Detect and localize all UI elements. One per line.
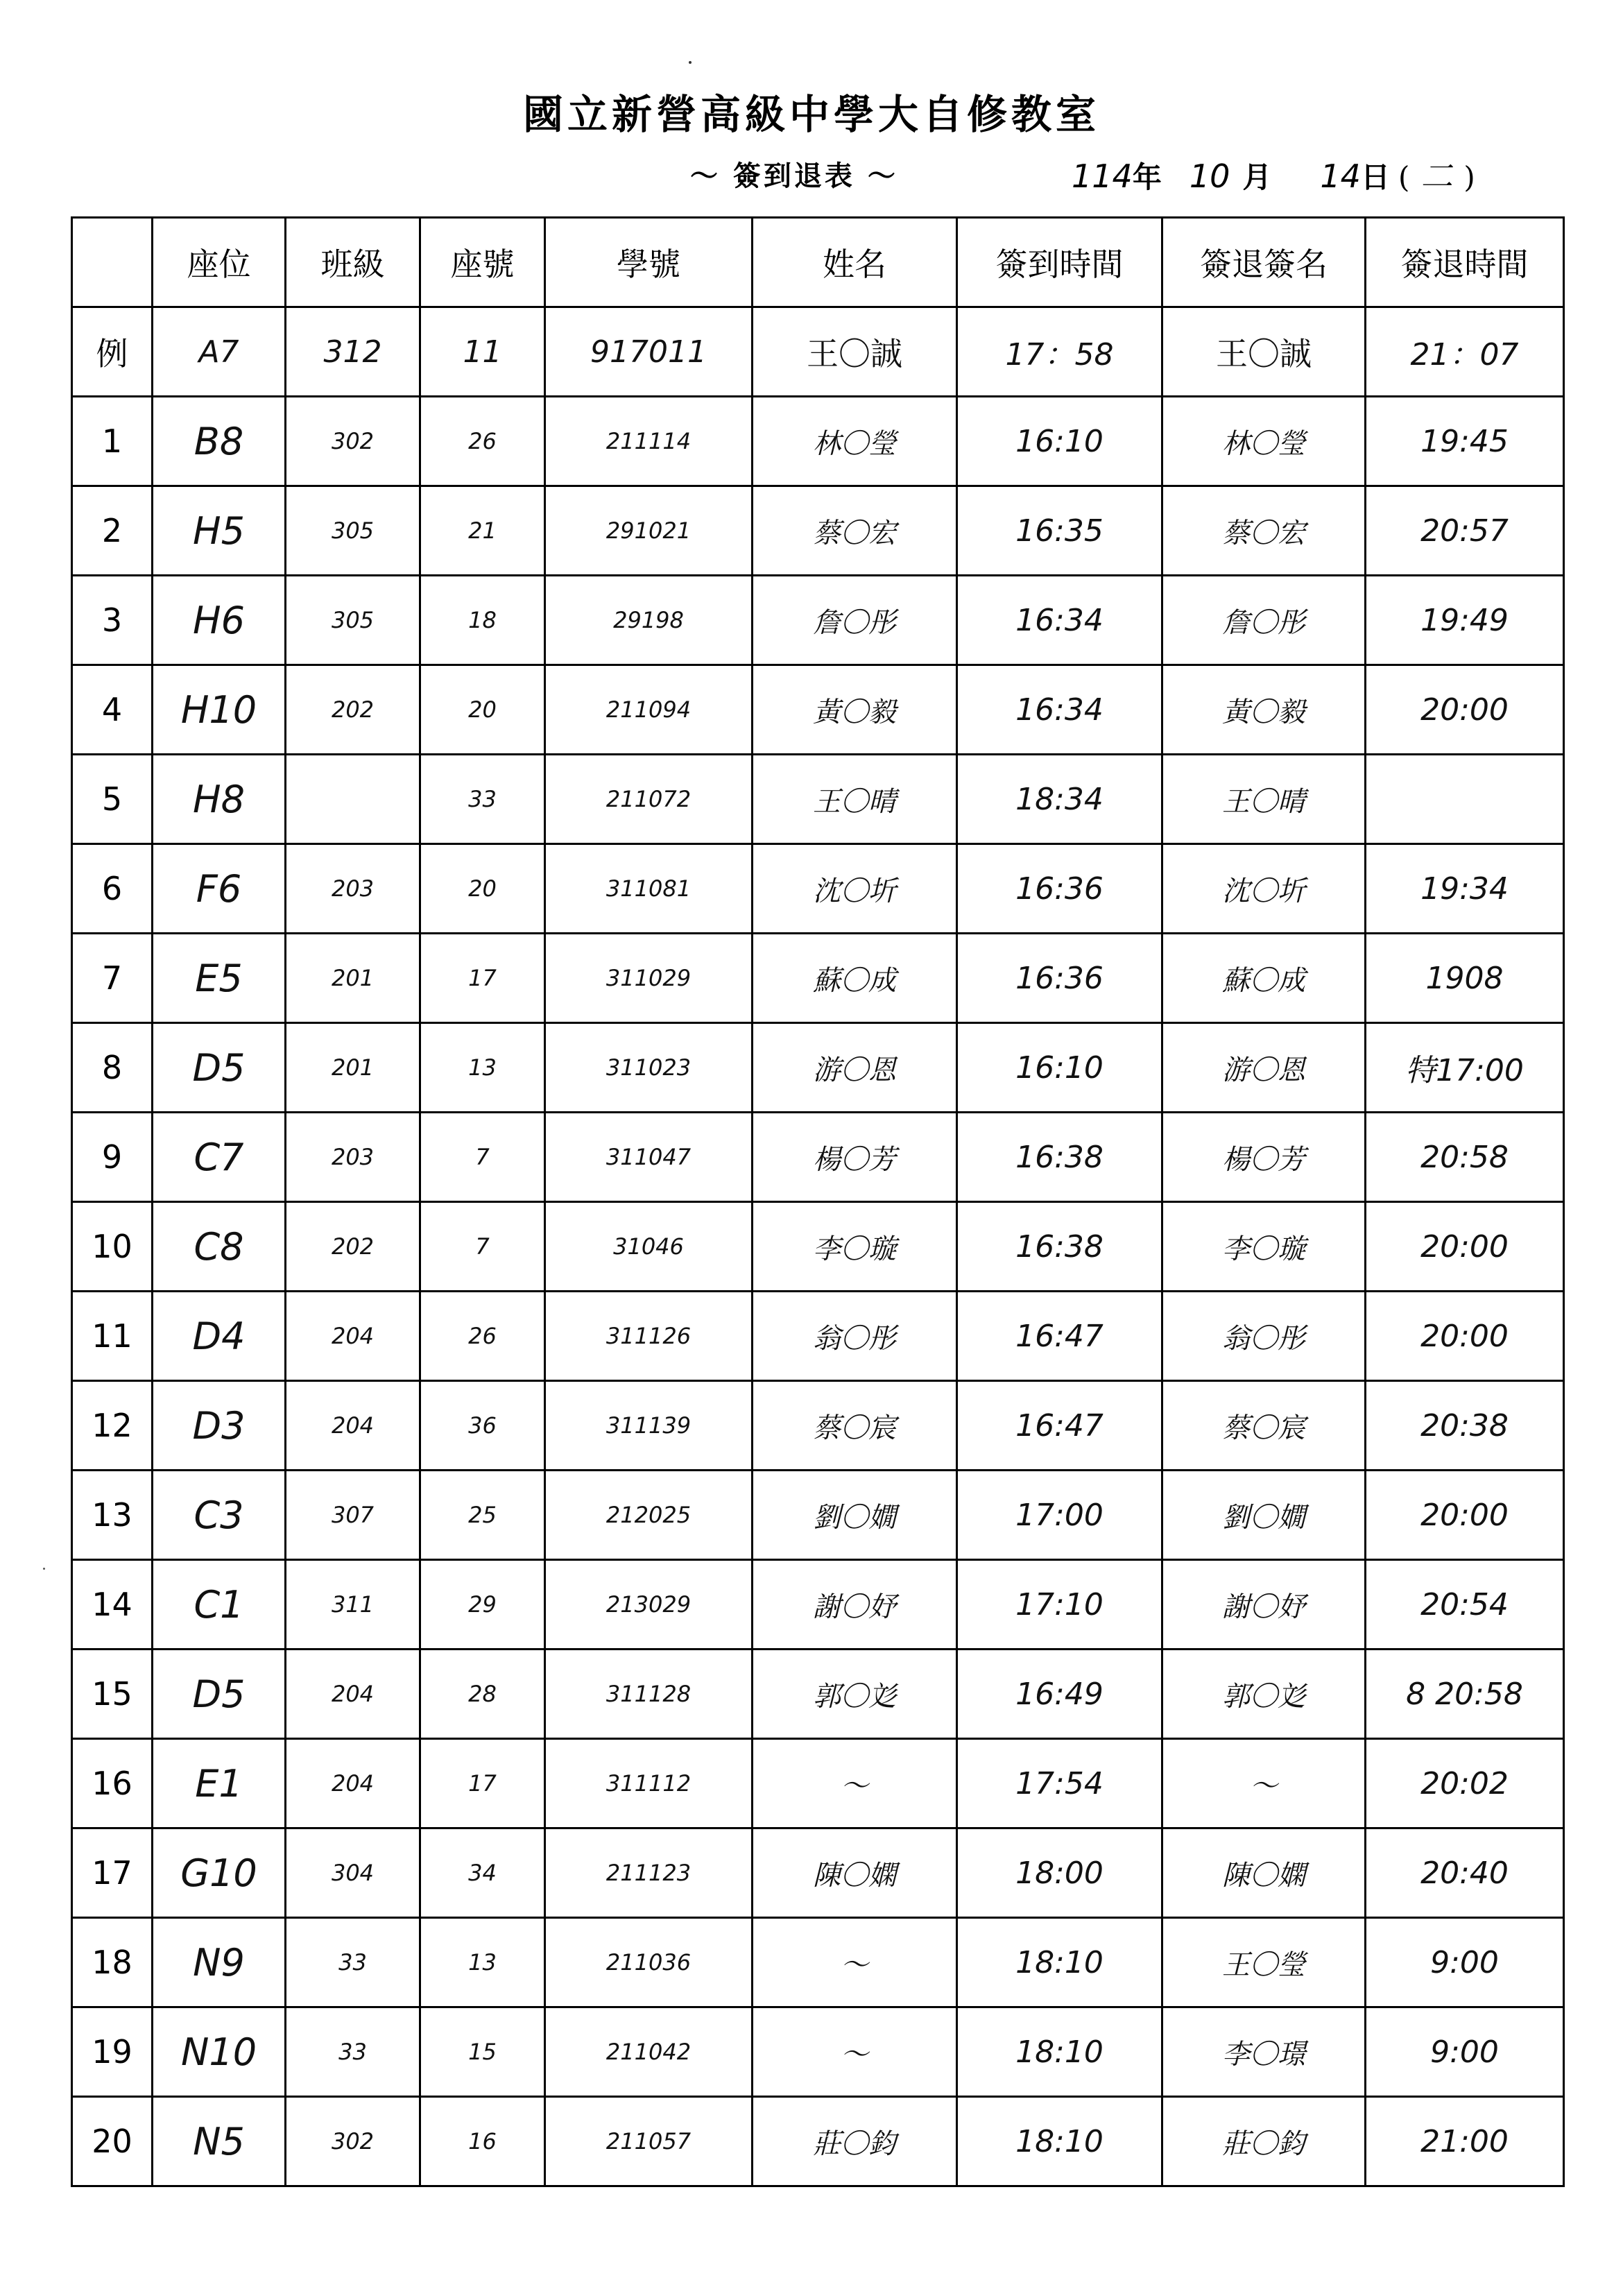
name-cell: 蔡〇宏 bbox=[753, 486, 957, 576]
seat-cell: B8 bbox=[153, 397, 286, 486]
checkout-signature-cell: 莊〇鈞 bbox=[1162, 2097, 1366, 2186]
number-cell: 26 bbox=[420, 397, 545, 486]
name-cell: 莊〇鈞 bbox=[753, 2097, 957, 2186]
row-index: 15 bbox=[72, 1650, 153, 1739]
check-out-cell: 19:45 bbox=[1366, 397, 1564, 486]
class-cell: 204 bbox=[286, 1650, 420, 1739]
checkout-signature-cell: 謝〇妤 bbox=[1162, 1560, 1366, 1650]
row-index: 3 bbox=[72, 576, 153, 665]
class-cell: 307 bbox=[286, 1471, 420, 1560]
class-cell: 305 bbox=[286, 576, 420, 665]
number-cell: 7 bbox=[420, 1202, 545, 1292]
table-row bbox=[72, 844, 1564, 934]
example-row bbox=[72, 307, 1564, 397]
class-cell: 202 bbox=[286, 1202, 420, 1292]
number-cell: 13 bbox=[420, 1918, 545, 2007]
col-header-name: 姓名 bbox=[753, 218, 957, 307]
class-cell: 312 bbox=[286, 307, 420, 397]
number-cell: 13 bbox=[420, 1023, 545, 1113]
student-id-cell: 211042 bbox=[545, 2007, 753, 2097]
number-cell: 7 bbox=[420, 1113, 545, 1202]
check-in-cell: 17:00 bbox=[957, 1471, 1162, 1560]
check-out-cell: 20:00 bbox=[1366, 1471, 1564, 1560]
table-row bbox=[72, 1560, 1564, 1650]
date-day-label: 日 bbox=[1360, 160, 1390, 194]
sign-in-out-table bbox=[71, 216, 1565, 2187]
table-row bbox=[72, 397, 1564, 486]
row-index: 例 bbox=[72, 307, 153, 397]
class-cell: 302 bbox=[286, 397, 420, 486]
table-row bbox=[72, 2097, 1564, 2186]
row-index: 12 bbox=[72, 1381, 153, 1471]
name-cell: 蔡〇宸 bbox=[753, 1381, 957, 1471]
name-cell: 〜 bbox=[753, 2007, 957, 2097]
check-in-cell: 16:36 bbox=[957, 934, 1162, 1023]
class-cell: 201 bbox=[286, 934, 420, 1023]
row-index: 1 bbox=[72, 397, 153, 486]
check-in-cell: 16:38 bbox=[957, 1113, 1162, 1202]
check-in-cell: 18:00 bbox=[957, 1828, 1162, 1918]
col-header-check-in: 簽到時間 bbox=[957, 218, 1162, 307]
page-title: 國立新營高級中學大自修教室 bbox=[522, 91, 1100, 138]
checkout-signature-cell: 林〇瑩 bbox=[1162, 397, 1366, 486]
seat-cell: E5 bbox=[153, 934, 286, 1023]
name-cell: 林〇瑩 bbox=[753, 397, 957, 486]
check-in-cell: 16:34 bbox=[957, 665, 1162, 755]
col-header-seat: 座位 bbox=[153, 218, 286, 307]
date-year-label: 年 bbox=[1132, 160, 1162, 194]
row-index: 4 bbox=[72, 665, 153, 755]
class-cell: 204 bbox=[286, 1739, 420, 1828]
number-cell: 17 bbox=[420, 1739, 545, 1828]
col-header-student-id: 學號 bbox=[545, 218, 753, 307]
check-out-cell: 20:58 bbox=[1366, 1113, 1564, 1202]
check-out-cell: 20:54 bbox=[1366, 1560, 1564, 1650]
student-id-cell: 211094 bbox=[545, 665, 753, 755]
name-cell: 沈〇圻 bbox=[753, 844, 957, 934]
name-cell: 游〇恩 bbox=[753, 1023, 957, 1113]
seat-cell: D5 bbox=[153, 1650, 286, 1739]
check-in-cell: 16:35 bbox=[957, 486, 1162, 576]
check-in-cell: 18:10 bbox=[957, 1918, 1162, 2007]
seat-cell: H10 bbox=[153, 665, 286, 755]
checkout-signature-cell: 王〇誠 bbox=[1162, 307, 1366, 397]
table-row bbox=[72, 486, 1564, 576]
number-cell: 36 bbox=[420, 1381, 545, 1471]
student-id-cell: 211057 bbox=[545, 2097, 753, 2186]
number-cell: 26 bbox=[420, 1292, 545, 1381]
table-row bbox=[72, 755, 1564, 844]
class-cell: 203 bbox=[286, 1113, 420, 1202]
number-cell: 17 bbox=[420, 934, 545, 1023]
class-cell: 311 bbox=[286, 1560, 420, 1650]
col-header-number: 座號 bbox=[420, 218, 545, 307]
class-cell: 204 bbox=[286, 1381, 420, 1471]
table-row bbox=[72, 665, 1564, 755]
row-index: 5 bbox=[72, 755, 153, 844]
check-out-cell: 20:02 bbox=[1366, 1739, 1564, 1828]
check-in-cell: 17：58 bbox=[957, 307, 1162, 397]
checkout-signature-cell: 郭〇彣 bbox=[1162, 1650, 1366, 1739]
student-id-cell: 311023 bbox=[545, 1023, 753, 1113]
name-cell: 詹〇彤 bbox=[753, 576, 957, 665]
student-id-cell: 311139 bbox=[545, 1381, 753, 1471]
table-row bbox=[72, 1828, 1564, 1918]
check-out-cell: 20:00 bbox=[1366, 665, 1564, 755]
name-cell: 蘇〇成 bbox=[753, 934, 957, 1023]
checkout-signature-cell: 黃〇毅 bbox=[1162, 665, 1366, 755]
student-id-cell: 212025 bbox=[545, 1471, 753, 1560]
number-cell: 20 bbox=[420, 844, 545, 934]
name-cell: 陳〇嫻 bbox=[753, 1828, 957, 1918]
row-index: 9 bbox=[72, 1113, 153, 1202]
seat-cell: N9 bbox=[153, 1918, 286, 2007]
class-cell: 302 bbox=[286, 2097, 420, 2186]
seat-cell: H8 bbox=[153, 755, 286, 844]
name-cell: 黃〇毅 bbox=[753, 665, 957, 755]
checkout-signature-cell: 劉〇嫺 bbox=[1162, 1471, 1366, 1560]
col-header-check-out: 簽退時間 bbox=[1366, 218, 1564, 307]
check-in-cell: 16:38 bbox=[957, 1202, 1162, 1292]
check-out-cell: 20:38 bbox=[1366, 1381, 1564, 1471]
student-id-cell: 311029 bbox=[545, 934, 753, 1023]
check-in-cell: 16:10 bbox=[957, 397, 1162, 486]
table-row bbox=[72, 1023, 1564, 1113]
check-in-cell: 17:10 bbox=[957, 1560, 1162, 1650]
scan-speck bbox=[689, 61, 692, 64]
number-cell: 28 bbox=[420, 1650, 545, 1739]
check-in-cell: 18:10 bbox=[957, 2007, 1162, 2097]
number-cell: 34 bbox=[420, 1828, 545, 1918]
checkout-signature-cell: 陳〇嫻 bbox=[1162, 1828, 1366, 1918]
checkout-signature-cell: 蔡〇宸 bbox=[1162, 1381, 1366, 1471]
class-cell: 33 bbox=[286, 2007, 420, 2097]
seat-cell: D4 bbox=[153, 1292, 286, 1381]
seat-cell: G10 bbox=[153, 1828, 286, 1918]
check-in-cell: 16:49 bbox=[957, 1650, 1162, 1739]
date-weekday-close: ) bbox=[1463, 160, 1475, 194]
row-index: 10 bbox=[72, 1202, 153, 1292]
row-index: 20 bbox=[72, 2097, 153, 2186]
checkout-signature-cell: 〜 bbox=[1162, 1739, 1366, 1828]
row-index: 17 bbox=[72, 1828, 153, 1918]
seat-cell: C3 bbox=[153, 1471, 286, 1560]
row-index: 7 bbox=[72, 934, 153, 1023]
checkout-signature-cell: 王〇瑩 bbox=[1162, 1918, 1366, 2007]
name-cell: 郭〇彣 bbox=[753, 1650, 957, 1739]
student-id-cell: 211072 bbox=[545, 755, 753, 844]
check-in-cell: 16:10 bbox=[957, 1023, 1162, 1113]
name-cell: 〜 bbox=[753, 1739, 957, 1828]
student-id-cell: 211036 bbox=[545, 1918, 753, 2007]
student-id-cell: 29198 bbox=[545, 576, 753, 665]
table-row bbox=[72, 1292, 1564, 1381]
seat-cell: E1 bbox=[153, 1739, 286, 1828]
check-out-cell: 20:40 bbox=[1366, 1828, 1564, 1918]
class-cell bbox=[286, 755, 420, 844]
table-row bbox=[72, 934, 1564, 1023]
page-subtitle: ～ 簽到退表 ～ bbox=[690, 160, 898, 192]
checkout-signature-cell: 蔡〇宏 bbox=[1162, 486, 1366, 576]
student-id-cell: 311047 bbox=[545, 1113, 753, 1202]
number-cell: 29 bbox=[420, 1560, 545, 1650]
row-index: 8 bbox=[72, 1023, 153, 1113]
check-out-cell: 20:00 bbox=[1366, 1292, 1564, 1381]
class-cell: 202 bbox=[286, 665, 420, 755]
row-index: 11 bbox=[72, 1292, 153, 1381]
seat-cell: N10 bbox=[153, 2007, 286, 2097]
check-out-cell bbox=[1366, 755, 1564, 844]
seat-cell: D5 bbox=[153, 1023, 286, 1113]
table-row bbox=[72, 1113, 1564, 1202]
student-id-cell: 311081 bbox=[545, 844, 753, 934]
student-id-cell: 311128 bbox=[545, 1650, 753, 1739]
number-cell: 16 bbox=[420, 2097, 545, 2186]
date-year: 114 bbox=[1072, 157, 1133, 195]
student-id-cell: 311112 bbox=[545, 1739, 753, 1828]
check-out-cell: 1908 bbox=[1366, 934, 1564, 1023]
date-weekday-open: ( bbox=[1398, 160, 1410, 194]
number-cell: 21 bbox=[420, 486, 545, 576]
date-day: 14 bbox=[1320, 157, 1361, 195]
name-cell: 謝〇妤 bbox=[753, 1560, 957, 1650]
checkout-signature-cell: 翁〇彤 bbox=[1162, 1292, 1366, 1381]
number-cell: 25 bbox=[420, 1471, 545, 1560]
student-id-cell: 213029 bbox=[545, 1560, 753, 1650]
date-weekday: 二 bbox=[1420, 157, 1453, 195]
row-index: 19 bbox=[72, 2007, 153, 2097]
row-index: 6 bbox=[72, 844, 153, 934]
class-cell: 304 bbox=[286, 1828, 420, 1918]
check-in-cell: 16:36 bbox=[957, 844, 1162, 934]
checkout-signature-cell: 蘇〇成 bbox=[1162, 934, 1366, 1023]
seat-cell: N5 bbox=[153, 2097, 286, 2186]
table-row bbox=[72, 1381, 1564, 1471]
seat-cell: A7 bbox=[153, 307, 286, 397]
header-row bbox=[72, 218, 1564, 307]
checkout-signature-cell: 沈〇圻 bbox=[1162, 844, 1366, 934]
seat-cell: F6 bbox=[153, 844, 286, 934]
check-out-cell: 21:00 bbox=[1366, 2097, 1564, 2186]
row-index: 16 bbox=[72, 1739, 153, 1828]
check-out-cell: 20:00 bbox=[1366, 1202, 1564, 1292]
checkout-signature-cell: 詹〇彤 bbox=[1162, 576, 1366, 665]
checkout-signature-cell: 李〇璇 bbox=[1162, 1202, 1366, 1292]
date-line bbox=[1072, 151, 1475, 197]
name-cell: 〜 bbox=[753, 1918, 957, 2007]
col-header-index bbox=[72, 218, 153, 307]
checkout-signature-cell: 游〇恩 bbox=[1162, 1023, 1366, 1113]
check-in-cell: 16:47 bbox=[957, 1292, 1162, 1381]
col-header-checkout-signature: 簽退簽名 bbox=[1162, 218, 1366, 307]
check-out-cell: 20:57 bbox=[1366, 486, 1564, 576]
check-out-cell: 9:00 bbox=[1366, 2007, 1564, 2097]
table-row bbox=[72, 1739, 1564, 1828]
check-out-cell: 21：07 bbox=[1366, 307, 1564, 397]
number-cell: 15 bbox=[420, 2007, 545, 2097]
seat-cell: C1 bbox=[153, 1560, 286, 1650]
check-in-cell: 16:34 bbox=[957, 576, 1162, 665]
seat-cell: C7 bbox=[153, 1113, 286, 1202]
checkout-signature-cell: 李〇璟 bbox=[1162, 2007, 1366, 2097]
student-id-cell: 311126 bbox=[545, 1292, 753, 1381]
class-cell: 204 bbox=[286, 1292, 420, 1381]
row-index: 13 bbox=[72, 1471, 153, 1560]
check-out-cell: 19:49 bbox=[1366, 576, 1564, 665]
scan-speck bbox=[43, 1568, 45, 1570]
number-cell: 20 bbox=[420, 665, 545, 755]
student-id-cell: 31046 bbox=[545, 1202, 753, 1292]
seat-cell: H5 bbox=[153, 486, 286, 576]
table-row bbox=[72, 576, 1564, 665]
check-out-cell: 9:00 bbox=[1366, 1918, 1564, 2007]
row-index: 14 bbox=[72, 1560, 153, 1650]
check-in-cell: 16:47 bbox=[957, 1381, 1162, 1471]
table-row bbox=[72, 1650, 1564, 1739]
checkout-signature-cell: 王〇晴 bbox=[1162, 755, 1366, 844]
table-row bbox=[72, 1202, 1564, 1292]
name-cell: 李〇璇 bbox=[753, 1202, 957, 1292]
check-out-cell: 8 20:58 bbox=[1366, 1650, 1564, 1739]
check-in-cell: 18:10 bbox=[957, 2097, 1162, 2186]
check-out-cell: 特17:00 bbox=[1366, 1023, 1564, 1113]
student-id-cell: 211123 bbox=[545, 1828, 753, 1918]
number-cell: 33 bbox=[420, 755, 545, 844]
number-cell: 11 bbox=[420, 307, 545, 397]
class-cell: 201 bbox=[286, 1023, 420, 1113]
date-month: 10 bbox=[1189, 157, 1230, 195]
seat-cell: D3 bbox=[153, 1381, 286, 1471]
table-row bbox=[72, 1918, 1564, 2007]
name-cell: 王〇晴 bbox=[753, 755, 957, 844]
name-cell: 楊〇芳 bbox=[753, 1113, 957, 1202]
class-cell: 33 bbox=[286, 1918, 420, 2007]
table-row bbox=[72, 2007, 1564, 2097]
row-index: 18 bbox=[72, 1918, 153, 2007]
student-id-cell: 917011 bbox=[545, 307, 753, 397]
checkout-signature-cell: 楊〇芳 bbox=[1162, 1113, 1366, 1202]
number-cell: 18 bbox=[420, 576, 545, 665]
col-header-class: 班級 bbox=[286, 218, 420, 307]
check-in-cell: 18:34 bbox=[957, 755, 1162, 844]
student-id-cell: 291021 bbox=[545, 486, 753, 576]
class-cell: 203 bbox=[286, 844, 420, 934]
name-cell: 劉〇嫺 bbox=[753, 1471, 957, 1560]
check-out-cell: 19:34 bbox=[1366, 844, 1564, 934]
row-index: 2 bbox=[72, 486, 153, 576]
name-cell: 王〇誠 bbox=[753, 307, 957, 397]
name-cell: 翁〇彤 bbox=[753, 1292, 957, 1381]
seat-cell: H6 bbox=[153, 576, 286, 665]
class-cell: 305 bbox=[286, 486, 420, 576]
seat-cell: C8 bbox=[153, 1202, 286, 1292]
table-row bbox=[72, 1471, 1564, 1560]
student-id-cell: 211114 bbox=[545, 397, 753, 486]
date-month-label: 月 bbox=[1242, 160, 1272, 194]
check-in-cell: 17:54 bbox=[957, 1739, 1162, 1828]
